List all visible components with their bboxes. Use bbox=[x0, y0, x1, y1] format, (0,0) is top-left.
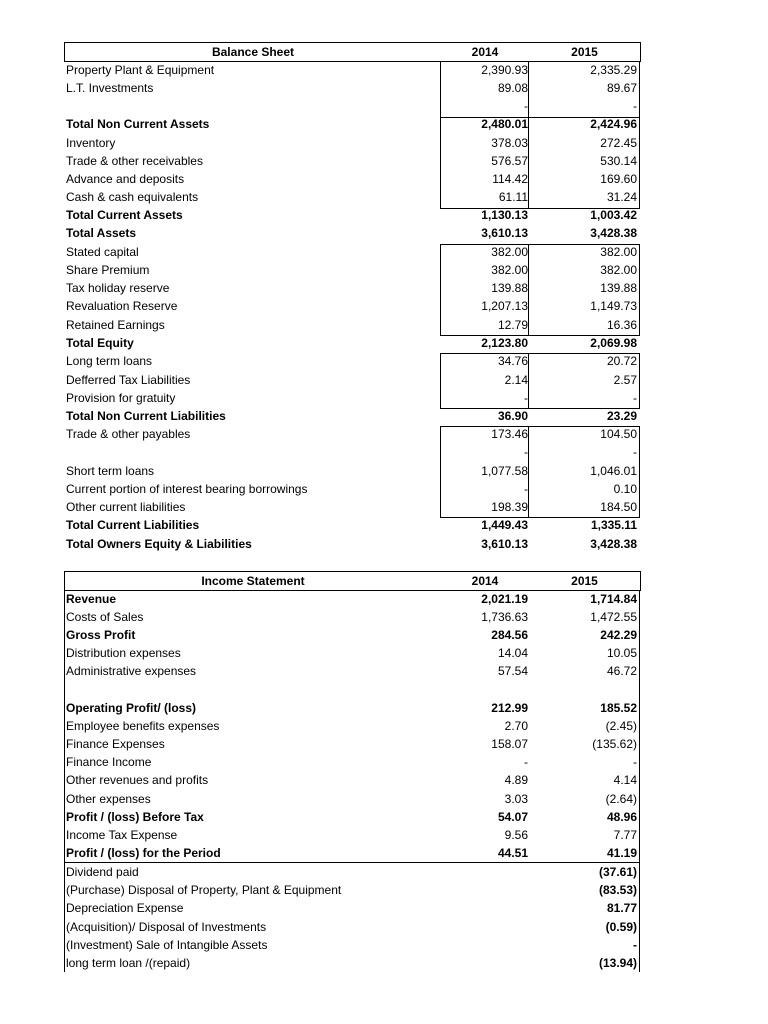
income-statement-header bbox=[64, 571, 641, 591]
bs-row-total bbox=[64, 224, 641, 242]
value-2014: - bbox=[524, 391, 528, 405]
value-2014: 3,610.13 bbox=[481, 537, 528, 551]
value-2015: 1,046.01 bbox=[590, 464, 637, 478]
row-label: Income Tax Expense bbox=[66, 828, 178, 842]
value-2015: 382.00 bbox=[600, 245, 637, 259]
cash-item-row bbox=[64, 954, 641, 972]
value-2015: (135.62) bbox=[592, 737, 637, 751]
value-2014: 198.39 bbox=[491, 500, 528, 514]
bs-row bbox=[64, 134, 641, 152]
value-2014: 576.57 bbox=[491, 154, 528, 168]
bs-row bbox=[64, 188, 641, 206]
is-row bbox=[64, 790, 641, 808]
row-label: Distribution expenses bbox=[66, 646, 181, 660]
row-label: Other expenses bbox=[66, 792, 151, 806]
value-2014: 61.11 bbox=[498, 190, 528, 204]
row-label: Total Current Liabilities bbox=[66, 518, 200, 532]
income-statement-title: Income Statement bbox=[201, 574, 305, 588]
is-row bbox=[64, 608, 641, 626]
value-2014: 2,123.80 bbox=[481, 336, 528, 350]
bs-row bbox=[64, 480, 641, 498]
value-2015: 31.24 bbox=[606, 190, 637, 204]
is-row bbox=[64, 826, 641, 844]
value-2015: (83.53) bbox=[598, 883, 637, 897]
value-2015: 530.14 bbox=[600, 154, 637, 168]
is-row bbox=[64, 735, 641, 753]
value-2014: 378.03 bbox=[491, 136, 528, 150]
value-2015: 7.77 bbox=[613, 828, 637, 842]
bs-row bbox=[64, 297, 641, 315]
bs-row bbox=[64, 243, 641, 261]
row-label: Revenue bbox=[66, 592, 117, 606]
bs-row bbox=[64, 170, 641, 188]
row-label: Total Owners Equity & Liabilities bbox=[66, 537, 252, 551]
row-label: Inventory bbox=[66, 136, 116, 150]
row-label: (Investment) Sale of Intangible Assets bbox=[66, 938, 268, 952]
value-2015: 23.29 bbox=[606, 409, 637, 423]
row-label: Advance and deposits bbox=[66, 172, 185, 186]
row-label: Long term loans bbox=[66, 354, 153, 368]
row-label: Short term loans bbox=[66, 464, 155, 478]
bs-row bbox=[64, 261, 641, 279]
value-2015: 4.14 bbox=[613, 773, 637, 787]
value-2014: - bbox=[524, 755, 528, 769]
value-2015: (2.45) bbox=[605, 719, 637, 733]
value-2015: (0.59) bbox=[605, 920, 637, 934]
value-2014: 34.76 bbox=[497, 354, 528, 368]
value-2015: 382.00 bbox=[600, 263, 637, 277]
value-2014: 3,610.13 bbox=[481, 226, 528, 240]
value-2014: - bbox=[524, 482, 528, 496]
value-2015: 1,335.11 bbox=[590, 518, 637, 532]
value-2014: 212.99 bbox=[491, 701, 528, 715]
row-label: Depreciation Expense bbox=[66, 901, 184, 915]
value-2015: - bbox=[633, 755, 637, 769]
value-2014: 114.42 bbox=[492, 172, 528, 186]
value-2014: 2.70 bbox=[504, 719, 528, 733]
row-label: Total Current Assets bbox=[66, 208, 183, 222]
row-label: Total Non Current Assets bbox=[66, 117, 210, 131]
value-2014: 12.79 bbox=[497, 318, 528, 332]
bs-row bbox=[64, 61, 641, 79]
income-statement-year-2014: 2014 bbox=[471, 574, 499, 588]
row-label: Provision for gratuity bbox=[66, 391, 176, 405]
value-2014: 1,449.43 bbox=[481, 518, 528, 532]
is-row bbox=[64, 808, 641, 826]
value-2014: 173.46 bbox=[491, 427, 528, 441]
is-row bbox=[64, 771, 641, 789]
bs-row bbox=[64, 389, 641, 407]
bs-row bbox=[64, 79, 641, 97]
row-label: Cash & cash equivalents bbox=[66, 190, 199, 204]
row-label: Finance Income bbox=[66, 755, 152, 769]
value-2014: 9.56 bbox=[504, 828, 528, 842]
row-label: Trade & other receivables bbox=[66, 154, 203, 168]
value-2015: 169.60 bbox=[600, 172, 637, 186]
row-label: Total Equity bbox=[66, 336, 134, 350]
value-2015: 2,335.29 bbox=[590, 63, 637, 77]
row-label: long term loan /(repaid) bbox=[66, 956, 191, 970]
row-label: Administrative expenses bbox=[66, 664, 197, 678]
is-row bbox=[64, 699, 641, 717]
value-2015: 10.05 bbox=[606, 646, 637, 660]
row-label: Total Non Current Liabilities bbox=[66, 409, 226, 423]
bs-row bbox=[64, 352, 641, 370]
value-2015: 3,428.38 bbox=[590, 226, 637, 240]
value-2015: 272.45 bbox=[600, 136, 637, 150]
row-label: Share Premium bbox=[66, 263, 150, 277]
value-2014: 3.03 bbox=[504, 792, 528, 806]
value-2015: 16.36 bbox=[606, 318, 637, 332]
value-2014: 284.56 bbox=[491, 628, 528, 642]
is-row bbox=[64, 753, 641, 771]
value-2015: 139.88 bbox=[600, 281, 637, 295]
value-2014: - bbox=[524, 99, 528, 113]
value-2014: 89.08 bbox=[497, 81, 528, 95]
value-2014: 139.88 bbox=[491, 281, 528, 295]
row-label: Stated capital bbox=[66, 245, 139, 259]
value-2015: 41.19 bbox=[606, 846, 637, 860]
value-2014: 4.89 bbox=[504, 773, 528, 787]
value-2015: 1,714.84 bbox=[590, 592, 637, 606]
value-2015: 20.72 bbox=[606, 354, 637, 368]
row-label: Retained Earnings bbox=[66, 318, 165, 332]
value-2015: 0.10 bbox=[613, 482, 637, 496]
value-2014: 1,207.13 bbox=[481, 299, 528, 313]
bs-row bbox=[64, 443, 641, 461]
is-row bbox=[64, 717, 641, 735]
row-label: Trade & other payables bbox=[66, 427, 191, 441]
value-2015: 3,428.38 bbox=[590, 537, 637, 551]
row-label: Dividend paid bbox=[66, 865, 139, 879]
value-2014: 382.00 bbox=[491, 245, 528, 259]
is-row bbox=[64, 844, 641, 862]
value-2015: - bbox=[633, 938, 637, 952]
value-2015: 185.52 bbox=[600, 701, 637, 715]
is-row bbox=[64, 662, 641, 680]
value-2014: 1,736.63 bbox=[481, 610, 528, 624]
value-2014: 1,130.13 bbox=[481, 208, 528, 222]
value-2014: 14.04 bbox=[497, 646, 528, 660]
row-label: Tax holiday reserve bbox=[66, 281, 170, 295]
bs-row-total bbox=[64, 516, 641, 534]
value-2014: 158.07 bbox=[491, 737, 528, 751]
value-2015: 2,069.98 bbox=[590, 336, 637, 350]
row-label: Defferred Tax Liabilities bbox=[66, 373, 191, 387]
row-label: Profit / (loss) for the Period bbox=[66, 846, 221, 860]
row-label: Operating Profit/ (loss) bbox=[66, 701, 197, 715]
cash-item-row bbox=[64, 918, 641, 936]
balance-sheet-year-2015: 2015 bbox=[571, 45, 598, 59]
balance-sheet-year-2014: 2014 bbox=[471, 45, 499, 59]
value-2015: 1,003.42 bbox=[590, 208, 637, 222]
bs-row bbox=[64, 279, 641, 297]
row-label: Profit / (loss) Before Tax bbox=[66, 810, 204, 824]
value-2015: - bbox=[633, 445, 637, 459]
bs-row bbox=[64, 97, 641, 115]
value-2014: 2,390.93 bbox=[481, 63, 528, 77]
bs-row bbox=[64, 498, 641, 516]
bs-row bbox=[64, 425, 641, 443]
bs-row-total bbox=[64, 206, 641, 224]
value-2014: 2,480.01 bbox=[481, 117, 528, 131]
bs-row bbox=[64, 316, 641, 334]
value-2015: (13.94) bbox=[598, 956, 637, 970]
row-label: Property Plant & Equipment bbox=[66, 63, 215, 77]
row-label: Other revenues and profits bbox=[66, 773, 209, 787]
row-label: L.T. Investments bbox=[66, 81, 154, 95]
value-2015: 242.29 bbox=[600, 628, 637, 642]
value-2015: 184.50 bbox=[600, 500, 637, 514]
row-label: (Purchase) Disposal of Property, Plant & Equipment bbox=[66, 883, 342, 897]
value-2015: 48.96 bbox=[606, 810, 637, 824]
value-2015: 1,472.55 bbox=[590, 610, 637, 624]
row-label: (Acquisition)/ Disposal of Investments bbox=[66, 920, 267, 934]
value-2014: 2,021.19 bbox=[481, 592, 528, 606]
value-2015: 1,149.73 bbox=[590, 299, 637, 313]
cash-item-row bbox=[64, 936, 641, 954]
cash-item-row bbox=[64, 863, 641, 881]
balance-sheet-title: Balance Sheet bbox=[211, 45, 295, 59]
row-label: Current portion of interest bearing borrowings bbox=[66, 482, 308, 496]
row-label: Finance Expenses bbox=[66, 737, 165, 751]
row-label: Total Assets bbox=[66, 226, 137, 240]
value-2014: 57.54 bbox=[497, 664, 528, 678]
value-2015: (2.64) bbox=[605, 792, 637, 806]
value-2014: 1,077.58 bbox=[481, 464, 528, 478]
value-2015: - bbox=[633, 99, 637, 113]
row-label: Other current liabilities bbox=[66, 500, 186, 514]
value-2015: 2.57 bbox=[613, 373, 637, 387]
value-2015: 2,424.96 bbox=[590, 117, 637, 131]
cash-item-row bbox=[64, 899, 641, 917]
value-2014: 382.00 bbox=[491, 263, 528, 277]
value-2015: 46.72 bbox=[606, 664, 637, 678]
income-statement-year-2015: 2015 bbox=[571, 574, 598, 588]
value-2015: 104.50 bbox=[600, 427, 637, 441]
value-2015: 81.77 bbox=[606, 901, 637, 915]
is-row bbox=[64, 644, 641, 662]
value-2014: 36.90 bbox=[497, 409, 528, 423]
value-2015: (37.61) bbox=[598, 865, 637, 879]
value-2014: 44.51 bbox=[497, 846, 528, 860]
row-label: Revaluation Reserve bbox=[66, 299, 178, 313]
is-row bbox=[64, 590, 641, 608]
bs-row-total bbox=[64, 407, 641, 425]
bs-row bbox=[64, 152, 641, 170]
value-2014: - bbox=[524, 445, 528, 459]
row-label: Gross Profit bbox=[66, 628, 136, 642]
value-2015: - bbox=[633, 391, 637, 405]
bs-row bbox=[64, 371, 641, 389]
bs-row bbox=[64, 462, 641, 480]
bs-row-total bbox=[64, 535, 641, 553]
is-row bbox=[64, 626, 641, 644]
row-label: Costs of Sales bbox=[66, 610, 144, 624]
balance-sheet-header bbox=[64, 42, 641, 62]
value-2015: 89.67 bbox=[606, 81, 637, 95]
cash-item-row bbox=[64, 881, 641, 899]
bs-row-total bbox=[64, 115, 641, 133]
bs-row-total bbox=[64, 334, 641, 352]
value-2014: 54.07 bbox=[497, 810, 528, 824]
row-label: Employee benefits expenses bbox=[66, 719, 220, 733]
value-2014: 2.14 bbox=[504, 373, 528, 387]
